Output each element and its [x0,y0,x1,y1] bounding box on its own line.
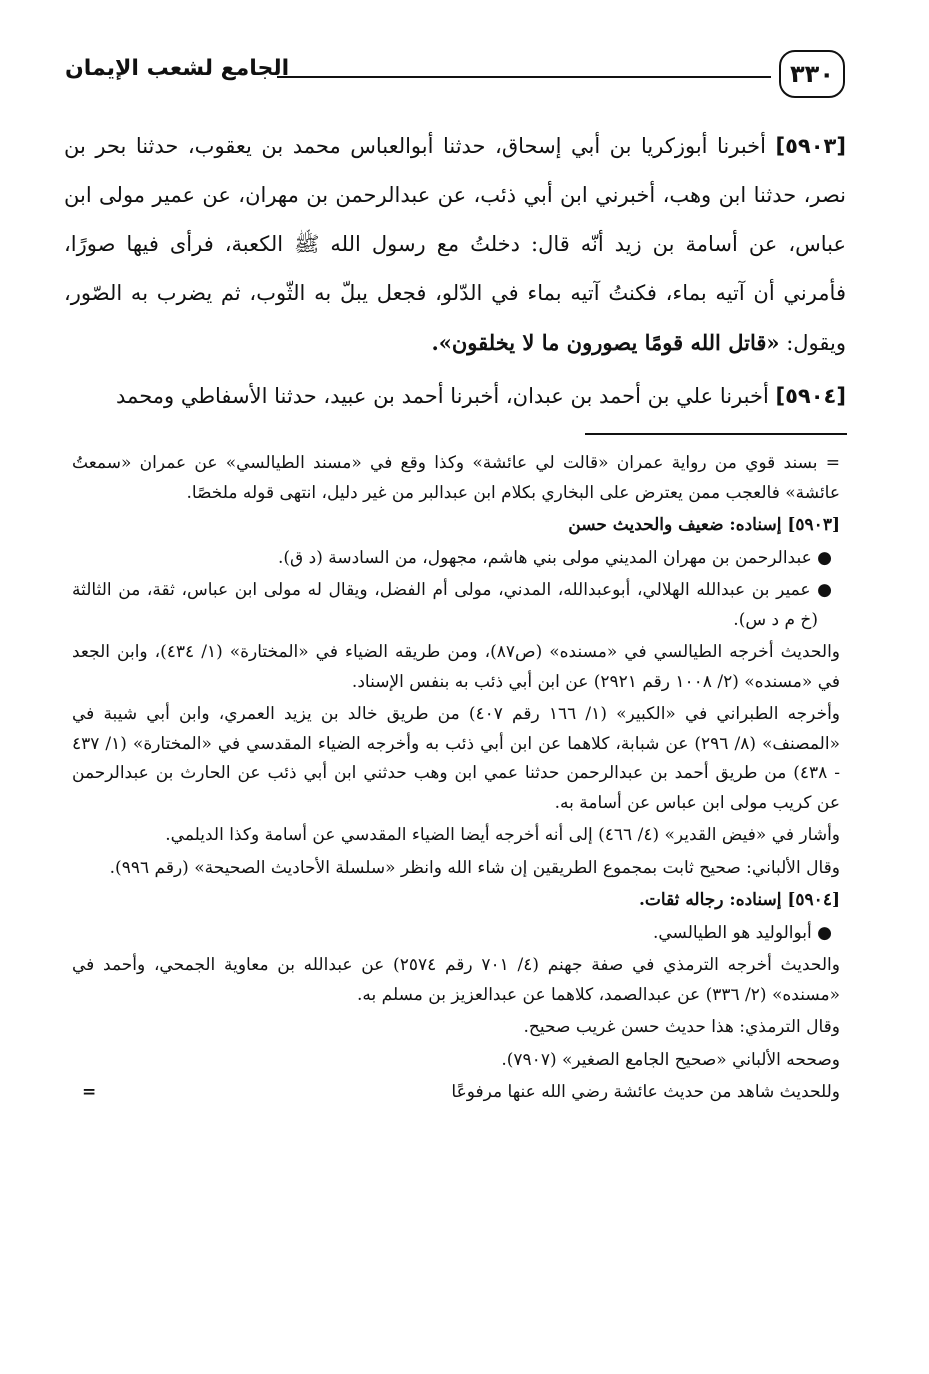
footnote-last-line [72,1078,840,1108]
hadith-number: [٥٩٠٤] [775,384,846,408]
hadith-5903 [64,122,846,368]
book-title: الجامع لشعب الإيمان [65,56,290,81]
page-header [65,50,845,102]
continuation-mark: = [82,1082,97,1102]
main-text [64,122,846,425]
grading-paragraph: وقال الترمذي: هذا حديث حسن غريب صحيح. [523,1017,840,1037]
narrator-note: ● أبوالوليد هو الطيالسي. [652,922,832,943]
hadith-quote: «قاتل الله قومًا يصورون ما لا يخلقون». [431,330,780,355]
footnote-last-text: وللحديث شاهد من حديث عائشة رضي الله عنها مرفوعًا [451,1082,840,1102]
takhrij-paragraph: والحديث أخرجه الترمذي في صفة جهنم (٤/ ٧٠١ رقم ٢٥٧٤) عن عبدالله بن معاوية الجمحي، وأحمد في «مسنده» (٢/ ٣٣٦) عن عبدالصمد، كلاهما عن عبدالعزيز بن مسلم به. [72,955,840,1005]
takhrij-paragraph: والحديث أخرجه الطيالسي في «مسنده» (ص٨٧)، ومن طريقه الضياء في «المختارة» (١/ ٤٣٤)، وابن الجعد في «مسنده» (٢/ ١٠٠٨ رقم ٢٩٢١) عن ابن أبي ذئب به بنفس الإسناد. [72,642,840,692]
hadith-text: أخبرنا أبوزكريا بن أبي إسحاق، حدثنا أبوالعباس محمد بن يعقوب، حدثنا بحر بن نصر، حدثنا ابن وهب، أخبرني ابن أبي ذئب، عن عبدالرحمن بن مهران، عن عمير مولى ابن عباس، عن أسامة بن زيد أنّه قال: دخلتُ مع رسول الله ﷺ الكعبة، فرأى فيها صورًا، فأمرني أن آتيه بماء، فكنتُ آتيه بماء في الدّلو، فجعل يبلّ به الثّوب، ثم يضرب به الصّور، ويقول: [64,134,846,355]
footnotes [72,449,840,1111]
footnote-continuation: = بسند قوي من رواية عمران «قالت لي عائشة» وكذا وقع في «مسند الطيالسي» عن عمران «سمعتُ عائشة» فالعجب ممن يعترض على البخاري بكلام ابن عبدالبر من غير دليل، انتهى قوله ملخصًا. [72,453,840,503]
narrator-note: ● عمير بن عبدالله الهلالي، أبوعبدالله، المدني، مولى أم الفضل، ويقال له مولى ابن عباس، ثقة، من الثالثة (خ م د س). [72,580,832,630]
takhrij-paragraph: وأشار في «فيض القدير» (٤/ ٤٦٦) إلى أنه أخرجه أيضا الضياء المقدسي عن أسامة وكذا الديلمي. [165,825,840,845]
page-number: ٣٣٠ [779,50,845,98]
hadith-5904 [64,372,846,421]
takhrij-paragraph: وأخرجه الطبراني في «الكبير» (١/ ١٦٦ رقم ٤٠٧) من طريق خالد بن يزيد العمري، وابن أبي شيبة في «المصنف» (٨/ ٢٩٦) عن شبابة، كلاهما عن ابن أبي ذئب به وأخرجه الضياء المقدسي في «المختارة» (١/ ٤٣٧ - ٤٣٨) من طريق أحمد بن عبدالرحمن حدثنا عمي ابن وهب حدثني ابن أبي ذئب عن الحارث بن عبدالرحمن عن كريب مولى ابن عباس عن أسامة به. [72,704,841,813]
footnote-separator [585,433,847,435]
isnad-heading-5904: [٥٩٠٤] إسناده: رجاله ثقات. [638,890,840,910]
header-rule [277,76,771,78]
narrator-note: ● عبدالرحمن بن مهران المديني مولى بني هاشم، مجهول، من السادسة (د ق). [278,547,832,568]
grading-paragraph: وصححه الألباني «صحيح الجامع الصغير» (٧٩٠٧). [501,1049,840,1070]
isnad-heading-5903: [٥٩٠٣] إسناده: ضعيف والحديث حسن [568,515,840,535]
hadith-text: أخبرنا علي بن أحمد بن عبدان، أخبرنا أحمد بن عبيد، حدثنا الأسفاطي ومحمد [116,384,769,408]
grading-paragraph: وقال الألباني: صحيح ثابت بمجموع الطريقين إن شاء الله وانظر «سلسلة الأحاديث الصحيحة» (رقم ٩٩٦). [109,857,840,878]
hadith-number: [٥٩٠٣] [775,134,846,158]
